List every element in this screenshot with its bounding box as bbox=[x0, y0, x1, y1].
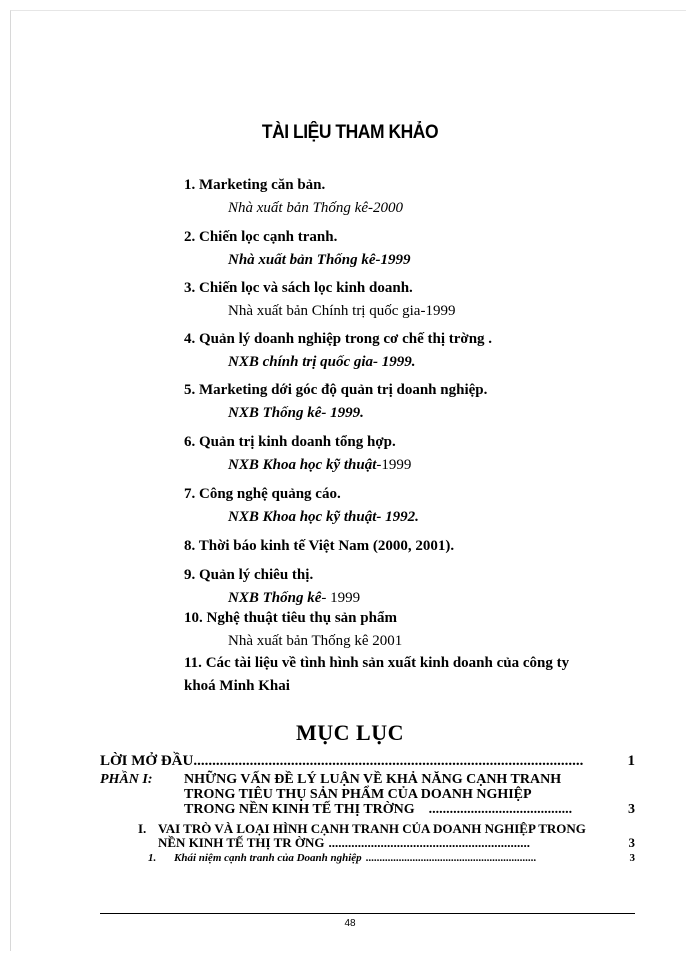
reference-number: 6. bbox=[184, 434, 196, 450]
reference-item bbox=[184, 485, 634, 527]
reference-number: 4. bbox=[184, 331, 196, 347]
publisher-year: -1999 bbox=[376, 457, 412, 473]
reference-item bbox=[184, 381, 634, 423]
reference-number: 10. bbox=[184, 610, 203, 626]
reference-publisher bbox=[184, 456, 634, 475]
publisher-name: NXB Khoa học kỹ thuật bbox=[228, 457, 377, 473]
reference-item bbox=[184, 176, 634, 218]
reference-item bbox=[184, 433, 634, 475]
toc-part-title-line: NHỮNG VẤN ĐỀ LÝ LUẬN VỀ KHẢ NĂNG CẠNH TRANH bbox=[184, 772, 562, 787]
reference-publisher: Nhà xuất bản Thống kê-1999 bbox=[228, 252, 411, 268]
reference-number: 9. bbox=[184, 567, 196, 583]
toc-entry-section-1[interactable] bbox=[100, 822, 635, 850]
reference-item bbox=[184, 279, 634, 321]
toc-entry-item-1[interactable] bbox=[100, 852, 635, 865]
reference-item bbox=[184, 609, 634, 651]
toc-leader-dots: ........................................................................................................ bbox=[193, 753, 584, 769]
reference-publisher: Nhà xuất bản Thống kê 2001 bbox=[228, 633, 403, 649]
reference-item bbox=[184, 652, 634, 698]
toc-part-prefix: PHẦN I: bbox=[100, 772, 153, 787]
reference-publisher: NXB chính trị quốc gia- 1999. bbox=[228, 354, 416, 370]
reference-publisher: NXB Thống kê- 1999. bbox=[228, 405, 364, 421]
toc-part-title-line: TRONG TIÊU THỤ SẢN PHẨM CỦA DOANH NGHIỆP bbox=[184, 787, 532, 802]
toc-item-prefix: 1. bbox=[148, 852, 157, 864]
reference-title: Các tài liệu về tình hình sản xuất kinh doanh của công ty bbox=[205, 655, 570, 671]
toc-leader-dots: ......................................... bbox=[428, 802, 573, 817]
reference-publisher: Nhà xuất bản Thống kê-2000 bbox=[228, 200, 403, 216]
references-title: TÀI LIỆU THAM KHẢO bbox=[261, 122, 439, 143]
reference-title: Quản lý chiêu thị. bbox=[199, 567, 314, 583]
toc-section-title-line: NỀN KINH TẾ THỊ TR ỜNG bbox=[158, 835, 325, 850]
reference-publisher bbox=[184, 589, 634, 608]
footer-divider bbox=[100, 913, 635, 914]
toc-entry-intro[interactable] bbox=[100, 752, 635, 770]
toc-section-title-line: VAI TRÒ VÀ LOẠI HÌNH CẠNH TRANH CỦA DOANH NGHIỆP TRONG bbox=[158, 821, 586, 836]
reference-title: Chiến lọc cạnh tranh. bbox=[199, 229, 338, 245]
reference-title: Chiến lọc và sách lọc kinh doanh. bbox=[199, 280, 413, 296]
reference-item bbox=[184, 330, 634, 372]
reference-title: Marketing dới góc độ quản trị doanh nghiệp. bbox=[199, 382, 488, 398]
toc-page-number: 3 bbox=[628, 835, 635, 850]
toc-page-number: 3 bbox=[628, 802, 635, 817]
toc-page-number: 3 bbox=[629, 852, 635, 864]
reference-item bbox=[184, 228, 634, 270]
publisher-name: NXB Thống kê bbox=[228, 590, 322, 606]
toc-title: MỤC LỤC bbox=[296, 720, 404, 745]
reference-title: Quản lý doanh nghiệp trong cơ chế thị trờng . bbox=[199, 331, 493, 347]
toc-page-number: 1 bbox=[627, 753, 635, 769]
reference-item bbox=[184, 537, 634, 556]
toc-entry-label: LỜI MỞ ĐẦU bbox=[100, 753, 194, 769]
toc-leader-dots: .............................................................. bbox=[328, 836, 531, 850]
reference-title: Thời báo kinh tế Việt Nam (2000, 2001). bbox=[198, 538, 455, 554]
reference-number: 2. bbox=[184, 229, 196, 245]
toc-section-prefix: I. bbox=[138, 821, 147, 836]
reference-number: 8. bbox=[184, 538, 196, 554]
toc-leader-dots: .............................................................. bbox=[365, 852, 537, 864]
reference-title: Marketing căn bản. bbox=[199, 177, 326, 193]
page-number: 48 bbox=[344, 918, 356, 929]
publisher-year: - 1999 bbox=[321, 590, 361, 606]
reference-title: Quản trị kinh doanh tổng hợp. bbox=[199, 434, 396, 450]
reference-title: Công nghệ quảng cáo. bbox=[199, 486, 341, 502]
reference-number: 5. bbox=[184, 382, 196, 398]
reference-title-continued: khoá Minh Khai bbox=[184, 678, 290, 694]
toc-entry-part-1[interactable] bbox=[100, 772, 635, 817]
toc-item-label: Khái niệm cạnh tranh của Doanh nghiệp bbox=[174, 852, 362, 864]
reference-title: Nghệ thuật tiêu thụ sản phẩm bbox=[206, 610, 397, 626]
reference-number: 3. bbox=[184, 280, 196, 296]
reference-item bbox=[184, 566, 634, 608]
reference-number: 11. bbox=[184, 655, 202, 671]
reference-number: 1. bbox=[184, 177, 196, 193]
toc-part-title-line: TRONG NỀN KINH TẾ THỊ TRỜNG bbox=[184, 802, 415, 817]
reference-publisher: NXB Khoa học kỹ thuật- 1992. bbox=[228, 509, 419, 525]
reference-number: 7. bbox=[184, 486, 196, 502]
reference-publisher: Nhà xuất bản Chính trị quốc gia-1999 bbox=[228, 303, 456, 319]
